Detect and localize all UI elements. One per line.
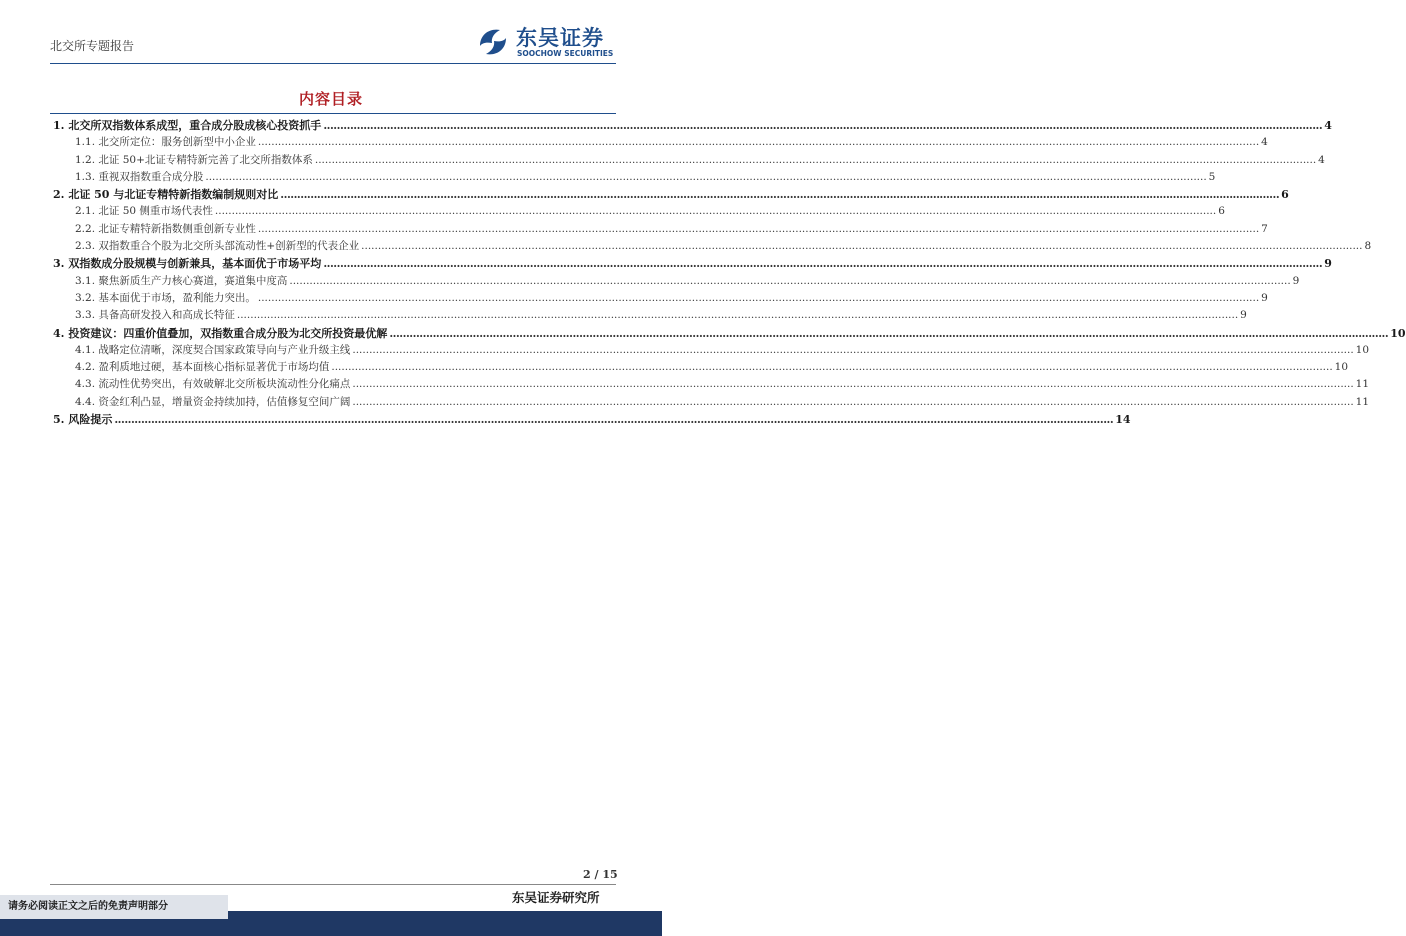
toc-subsection-entry[interactable] bbox=[53, 152, 1325, 169]
toc-subsection-entry[interactable] bbox=[53, 169, 1216, 186]
toc-leader-dots: ............................................................................................................................................................................................................................................................................................................ bbox=[205, 170, 1207, 183]
toc-subsection-entry[interactable] bbox=[53, 376, 1370, 393]
toc-leader-dots: ............................................................................................................................................................................................................................................................................................................ bbox=[257, 136, 1260, 149]
toc-page-number: 10 bbox=[1390, 326, 1406, 340]
toc-leader-dots: ............................................................................................................................................................................................................................................................................................................ bbox=[352, 343, 1354, 356]
toc-entry-title: 5. 风险提示 bbox=[53, 413, 113, 427]
toc-section-entry[interactable] bbox=[53, 325, 1406, 342]
toc-page-number: 4 bbox=[1324, 119, 1332, 132]
toc-entry-title: 4. 投资建议：四重价值叠加，双指数重合成分股为北交所投资最优解 bbox=[53, 326, 388, 340]
toc-page-number: 9 bbox=[1261, 291, 1268, 304]
toc-subsection-entry[interactable] bbox=[53, 307, 1247, 324]
toc-page-number: 9 bbox=[1240, 309, 1247, 322]
toc-leader-dots: ............................................................................................................................................................................................................................................................................................................ bbox=[389, 326, 1389, 340]
toc-subsection-entry[interactable] bbox=[53, 134, 1268, 151]
toc-entry-title: 3. 双指数成分股规模与创新兼具，基本面优于市场平均 bbox=[53, 257, 322, 271]
toc-page-number: 8 bbox=[1364, 240, 1372, 253]
toc-subsection-entry[interactable] bbox=[53, 394, 1370, 411]
toc-leader-dots: ............................................................................................................................................................................................................................................................................................................ bbox=[214, 205, 1217, 218]
toc-section-entry[interactable] bbox=[53, 186, 1289, 203]
toc-subsection-entry[interactable] bbox=[53, 238, 1372, 255]
toc-entry-title: 3.3. 具备高研发投入和高成长特征 bbox=[75, 309, 235, 322]
toc-leader-dots: ............................................................................................................................................................................................................................................................................................................ bbox=[323, 119, 1323, 132]
toc-leader-dots: ............................................................................................................................................................................................................................................................................................................ bbox=[289, 274, 1291, 287]
toc-page-number: 4 bbox=[1318, 153, 1325, 166]
footer-divider bbox=[50, 884, 616, 885]
toc-entry-title: 1. 北交所双指数体系成型，重合成分股成核心投资抓手 bbox=[53, 119, 322, 132]
logo-en-text: SOOCHOW SECURITIES bbox=[517, 49, 614, 58]
disclaimer-note: 请务必阅读正文之后的免责声明部分 bbox=[0, 895, 228, 919]
toc-entry-title: 2. 北证 50 与北证专精特新指数编制规则对比 bbox=[53, 188, 279, 202]
toc-page-number: 5 bbox=[1208, 170, 1216, 183]
toc-entry-title: 1.1. 北交所定位：服务创新型中小企业 bbox=[75, 136, 256, 149]
toc-page-number: 6 bbox=[1218, 205, 1225, 218]
toc-subsection-entry[interactable] bbox=[53, 290, 1268, 307]
toc-page-number: 7 bbox=[1261, 222, 1268, 235]
toc-entry-title: 4.1. 战略定位清晰，深度契合国家政策导向与产业升级主线 bbox=[75, 343, 351, 356]
logo-mark-icon bbox=[474, 24, 512, 60]
toc-leader-dots: ............................................................................................................................................................................................................................................................................................................ bbox=[236, 309, 1239, 322]
toc-subsection-entry[interactable] bbox=[53, 221, 1268, 238]
toc-entry-title: 4.2. 盈利质地过硬，基本面核心指标显著优于市场均值 bbox=[75, 361, 330, 374]
toc-section-entry[interactable] bbox=[53, 255, 1332, 272]
toc-leader-dots: ............................................................................................................................................................................................................................................................................................................ bbox=[352, 378, 1354, 391]
company-logo bbox=[474, 22, 616, 62]
toc-leader-dots: ............................................................................................................................................................................................................................................................................................................ bbox=[314, 153, 1317, 166]
page-indicator: 2 / 15 bbox=[583, 868, 618, 881]
toc-title: 内容目录 bbox=[298, 90, 363, 108]
footer-org: 东吴证券研究所 bbox=[512, 890, 600, 905]
toc-page-number: 9 bbox=[1292, 274, 1300, 287]
toc-page-number: 14 bbox=[1115, 413, 1131, 427]
toc-subsection-entry[interactable] bbox=[53, 359, 1349, 376]
toc-page-number: 4 bbox=[1261, 136, 1268, 149]
toc-title-divider bbox=[50, 113, 616, 114]
toc-entry-title: 4.3. 流动性优势突出，有效破解北交所板块流动性分化痛点 bbox=[75, 378, 351, 391]
table-of-contents bbox=[53, 117, 1406, 428]
toc-page-number: 6 bbox=[1281, 188, 1289, 202]
toc-entry-title: 3.2. 基本面优于市场，盈利能力突出。 bbox=[75, 291, 256, 304]
toc-entry-title: 1.3. 重视双指数重合成分股 bbox=[75, 170, 204, 183]
toc-leader-dots: ............................................................................................................................................................................................................................................................................................................ bbox=[352, 395, 1354, 408]
logo-cn-text: 东吴证券 bbox=[516, 26, 604, 50]
toc-leader-dots: ............................................................................................................................................................................................................................................................................................................ bbox=[114, 413, 1114, 427]
toc-page-number: 11 bbox=[1355, 395, 1370, 408]
toc-page-number: 9 bbox=[1324, 257, 1332, 271]
toc-page-number: 10 bbox=[1355, 343, 1370, 356]
toc-leader-dots: ............................................................................................................................................................................................................................................................................................................ bbox=[280, 188, 1280, 202]
toc-section-entry[interactable] bbox=[53, 117, 1332, 134]
report-type-label: 北交所专题报告 bbox=[50, 39, 135, 53]
toc-entry-title: 2.2. 北证专精特新指数侧重创新专业性 bbox=[75, 222, 256, 235]
toc-leader-dots: ............................................................................................................................................................................................................................................................................................................ bbox=[323, 257, 1323, 271]
toc-leader-dots: ............................................................................................................................................................................................................................................................................................................ bbox=[331, 361, 1333, 374]
toc-subsection-entry[interactable] bbox=[53, 273, 1300, 290]
toc-leader-dots: ............................................................................................................................................................................................................................................................................................................ bbox=[257, 222, 1260, 235]
toc-subsection-entry[interactable] bbox=[53, 203, 1225, 220]
toc-entry-title: 2.1. 北证 50 侧重市场代表性 bbox=[75, 205, 213, 218]
header-divider bbox=[50, 63, 616, 64]
toc-leader-dots: ............................................................................................................................................................................................................................................................................................................ bbox=[257, 291, 1260, 304]
toc-page-number: 10 bbox=[1334, 361, 1349, 374]
toc-entry-title: 4.4. 资金红利凸显，增量资金持续加持，估值修复空间广阔 bbox=[75, 395, 351, 408]
toc-subsection-entry[interactable] bbox=[53, 342, 1370, 359]
toc-leader-dots: ............................................................................................................................................................................................................................................................................................................ bbox=[361, 240, 1363, 253]
toc-entry-title: 1.2. 北证 50+北证专精特新完善了北交所指数体系 bbox=[75, 153, 313, 166]
toc-entry-title: 2.3. 双指数重合个股为北交所头部流动性+创新型的代表企业 bbox=[75, 240, 360, 253]
toc-page-number: 11 bbox=[1355, 378, 1370, 391]
toc-entry-title: 3.1. 聚焦新质生产力核心赛道，赛道集中度高 bbox=[75, 274, 288, 287]
toc-section-entry[interactable] bbox=[53, 411, 1131, 428]
